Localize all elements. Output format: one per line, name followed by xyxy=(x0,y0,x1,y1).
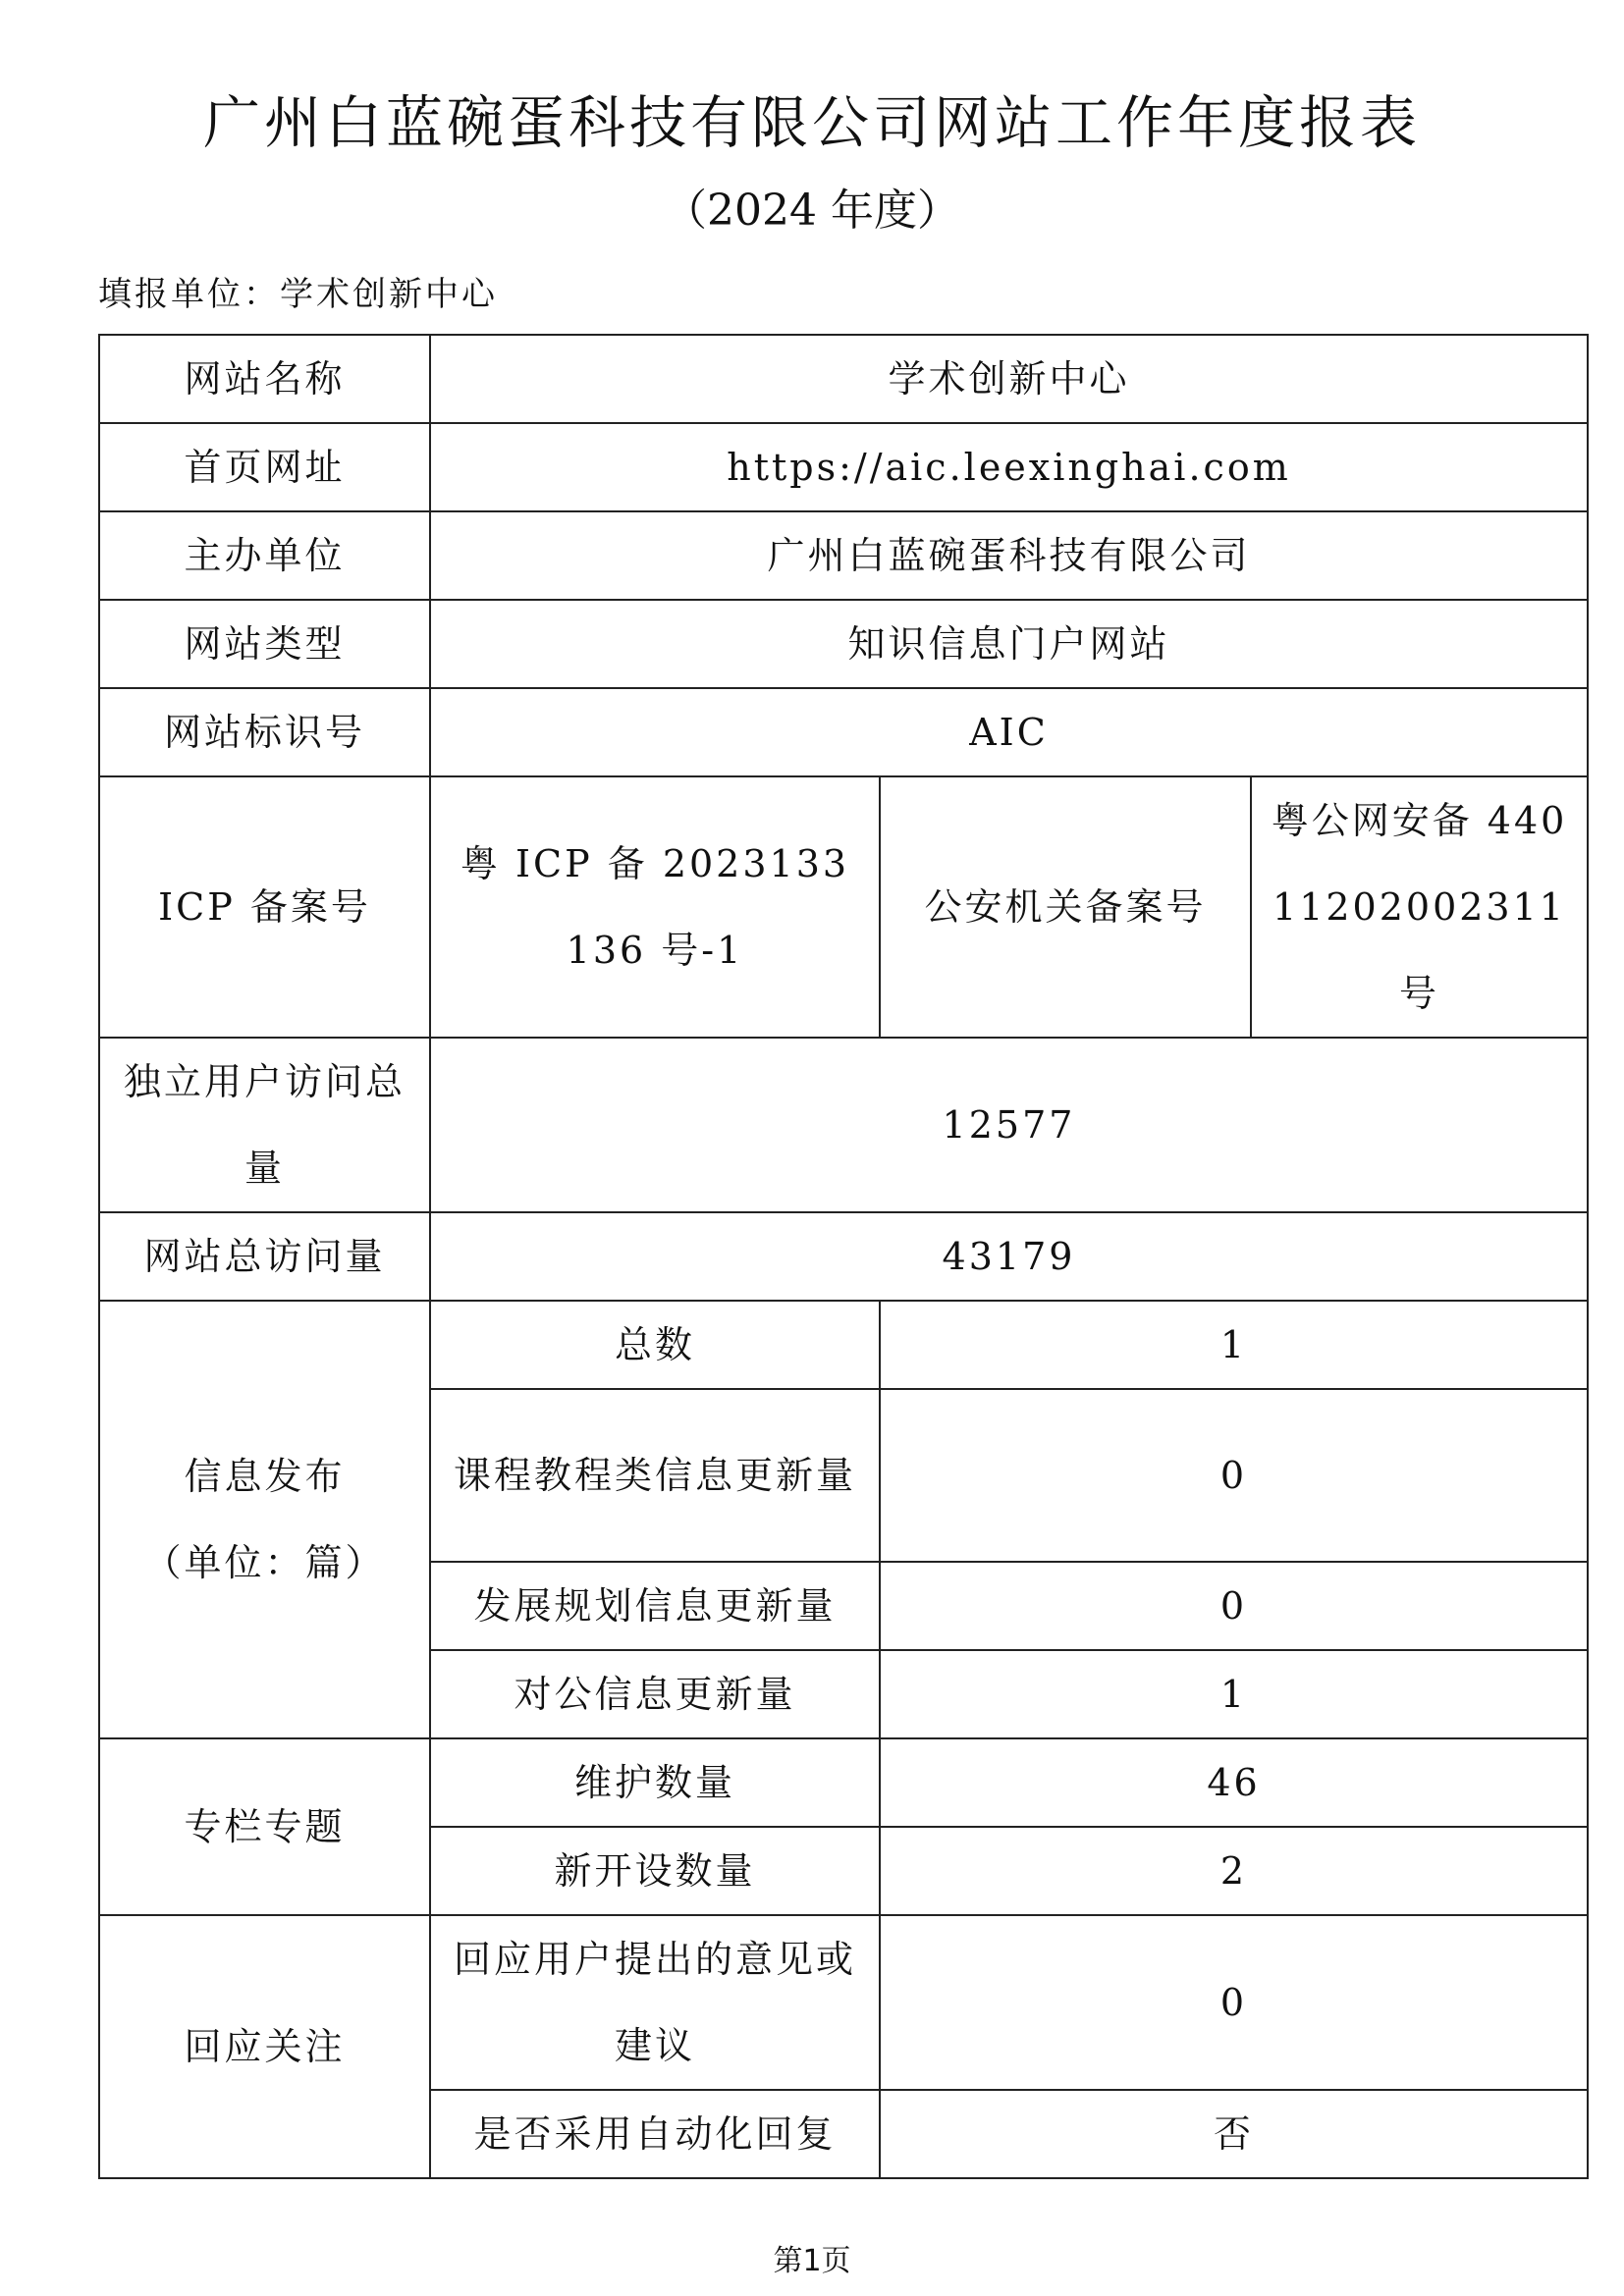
site-type-label: 网站类型 xyxy=(99,600,430,688)
info-row-label: 课程教程类信息更新量 xyxy=(430,1389,880,1562)
police-label: 公安机关备案号 xyxy=(880,776,1251,1038)
info-section-label xyxy=(99,1301,430,1738)
site-id-label: 网站标识号 xyxy=(99,688,430,776)
info-section-unit: （单位：篇） xyxy=(143,1541,386,1584)
table-row xyxy=(99,335,1588,423)
info-row-value: 0 xyxy=(880,1389,1588,1562)
table-row xyxy=(99,1301,1588,1389)
report-table xyxy=(98,334,1589,2179)
column-row-label: 维护数量 xyxy=(430,1738,880,1827)
sponsor-value: 广州白蓝碗蛋科技有限公司 xyxy=(430,511,1588,600)
site-id-value: AIC xyxy=(430,688,1588,776)
response-row-value: 0 xyxy=(880,1915,1588,2090)
total-visits-label: 网站总访问量 xyxy=(99,1212,430,1301)
table-row xyxy=(99,776,1588,1038)
table-row xyxy=(99,423,1588,511)
table-row xyxy=(99,1738,1588,1827)
icp-value: 粤 ICP 备 2023133136 号-1 xyxy=(430,776,880,1038)
unique-visitors-value: 12577 xyxy=(430,1038,1588,1212)
icp-label: ICP 备案号 xyxy=(99,776,430,1038)
unique-visitors-label: 独立用户访问总量 xyxy=(99,1038,430,1212)
info-row-value: 0 xyxy=(880,1562,1588,1650)
report-year: （2024 年度） xyxy=(664,186,960,236)
info-row-label: 对公信息更新量 xyxy=(430,1650,880,1738)
table-row xyxy=(99,688,1588,776)
homepage-url: https://aic.leexinghai.com xyxy=(430,423,1588,511)
column-section-label: 专栏专题 xyxy=(99,1738,430,1915)
response-row-value: 否 xyxy=(880,2090,1588,2178)
site-type-value: 知识信息门户网站 xyxy=(430,600,1588,688)
response-row-label: 回应用户提出的意见或建议 xyxy=(430,1915,880,2090)
table-row xyxy=(99,511,1588,600)
response-row-label: 是否采用自动化回复 xyxy=(430,2090,880,2178)
response-section-label: 回应关注 xyxy=(99,1915,430,2178)
table-row xyxy=(99,1038,1588,1212)
homepage-label: 首页网址 xyxy=(99,423,430,511)
column-row-value: 2 xyxy=(880,1827,1588,1915)
police-value: 粤公网安备 44011202002311 号 xyxy=(1251,776,1588,1038)
total-visits-value: 43179 xyxy=(430,1212,1588,1301)
sponsor-label: 主办单位 xyxy=(99,511,430,600)
info-row-value: 1 xyxy=(880,1650,1588,1738)
column-row-label: 新开设数量 xyxy=(430,1827,880,1915)
table-row xyxy=(99,600,1588,688)
info-row-label: 发展规划信息更新量 xyxy=(430,1562,880,1650)
info-section-title: 信息发布 xyxy=(184,1455,346,1498)
site-name-value: 学术创新中心 xyxy=(430,335,1588,423)
info-row-label: 总数 xyxy=(430,1301,880,1389)
column-row-value: 46 xyxy=(880,1738,1588,1827)
site-name-label: 网站名称 xyxy=(99,335,430,423)
report-title: 广州白蓝碗蛋科技有限公司网站工作年度报表 xyxy=(202,89,1421,156)
info-row-value: 1 xyxy=(880,1301,1588,1389)
table-row xyxy=(99,1212,1588,1301)
fill-unit: 填报单位：学术创新中心 xyxy=(98,275,498,314)
table-row xyxy=(99,1915,1588,2090)
page-number: 第1页 xyxy=(773,2244,851,2278)
